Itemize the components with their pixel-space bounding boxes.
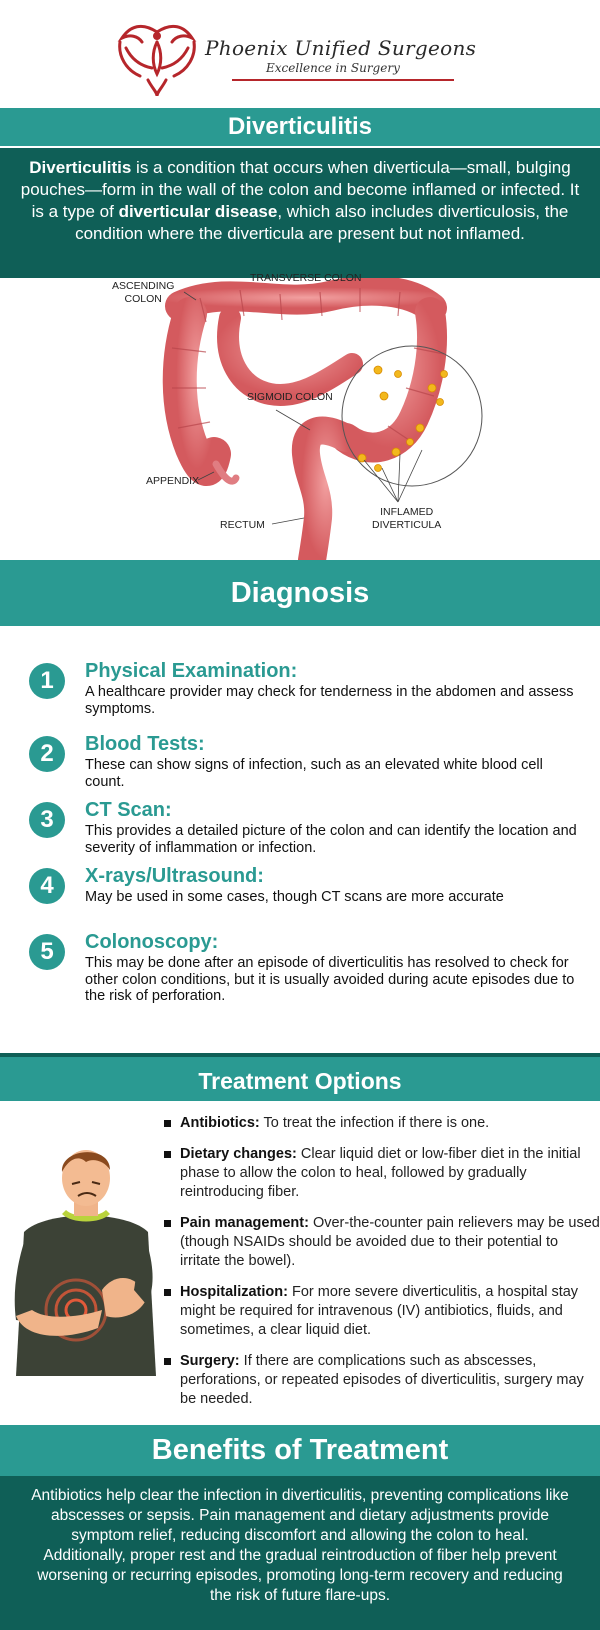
treatment-item <box>160 1145 600 1202</box>
intro-paragraph <box>0 148 600 278</box>
benefits-paragraph: Antibiotics help clear the infection in diverticulitis, preventing complications like abscesses or sepsis. Pain management and dietary adjustments provide symptom relief, reducing discomfort and allowing the colon to heal. Additionally, proper rest and the gradual reintroduction of fiber help prevent worsening or recurring episodes, promoting long-term recovery and reducing the risk of future flare-ups. <box>0 1476 600 1630</box>
treatment-text: For more severe diverticulitis, a hospital stay might be required for intravenous (IV) antibiotics, fluids, and sometimes, a clear liquid diet. <box>180 1284 579 1338</box>
treatment-text: If there are complications such as abscesses, perforations, or repeated episodes of diverticulitis, surgery may be needed. <box>180 1353 584 1407</box>
intro-text-1: is a condition that occurs when diverticula—small, bulging pouches—form in the wall of the colon and become inflamed or infected. It is a type of <box>20 158 580 221</box>
diagnosis-title: CT Scan: <box>85 799 172 821</box>
treatment-item <box>160 1283 600 1340</box>
step-number: 4 <box>29 868 65 904</box>
person-abdominal-pain-icon <box>6 1140 166 1380</box>
diagnosis-title: Blood Tests: <box>85 733 205 755</box>
label-rectum: RECTUM <box>220 519 265 531</box>
label-ascending-colon: ASCENDING COLON <box>112 280 175 305</box>
benefits-heading: Benefits of Treatment <box>0 1425 600 1476</box>
treatment-text: Over-the-counter pain relievers may be used (though NSAIDs should be avoided due to their potential to irritate the bowel). <box>180 1215 600 1269</box>
treatment-label: Hospitalization: <box>180 1284 288 1300</box>
step-number: 1 <box>29 663 65 699</box>
intro-bold-term: diverticular disease <box>118 202 278 221</box>
colon-illustration <box>0 272 600 560</box>
intro-term: Diverticulitis <box>29 158 132 177</box>
diagnosis-text: These can show signs of infection, such as an elevated white blood cell count. <box>85 757 543 790</box>
colon-anatomy-icon <box>0 278 600 560</box>
diagnosis-text: A healthcare provider may check for tenderness in the abdomen and assess symptoms. <box>85 684 574 717</box>
treatment-label: Antibiotics: <box>180 1115 260 1131</box>
step-number: 2 <box>29 736 65 772</box>
treatment-label: Pain management: <box>180 1215 309 1231</box>
treatment-item <box>160 1114 600 1133</box>
brand-underline <box>232 79 454 81</box>
treatment-heading: Treatment Options <box>0 1053 600 1101</box>
treatment-list <box>160 1114 600 1421</box>
diagnosis-text: May be used in some cases, though CT scans are more accurate <box>85 889 504 905</box>
step-number: 3 <box>29 802 65 838</box>
label-appendix: APPENDIX <box>146 475 200 487</box>
treatment-text: To treat the infection if there is one. <box>259 1115 490 1131</box>
phoenix-logo-icon <box>112 12 202 98</box>
page-title: Diverticulitis <box>0 108 600 146</box>
header <box>0 0 600 108</box>
diagnosis-title: Physical Examination: <box>85 660 298 682</box>
label-inflamed-diverticula: INFLAMED DIVERTICULA <box>372 506 442 531</box>
diagnosis-title: Colonoscopy: <box>85 931 219 953</box>
treatment-item <box>160 1352 600 1409</box>
intro-text-2: , which also includes diverticulosis, the condition where the diverticula are present but not inflamed. <box>75 202 569 243</box>
treatment-text: Clear liquid diet or low-fiber diet in the initial phase to allow the colon to heal, followed by gradually reintroducing fiber. <box>180 1146 581 1200</box>
treatment-item <box>160 1214 600 1271</box>
diagnosis-title: X-rays/Ultrasound: <box>85 865 264 887</box>
label-transverse-colon: TRANSVERSE COLON <box>250 272 362 284</box>
treatment-label: Surgery: <box>180 1353 240 1369</box>
brand-name: Phoenix Unified Surgeons <box>205 36 477 60</box>
diagnosis-heading: Diagnosis <box>0 560 600 626</box>
brand-tagline: Excellence in Surgery <box>266 61 400 75</box>
step-number: 5 <box>29 934 65 970</box>
diagnosis-text: This may be done after an episode of diverticulitis has resolved to check for other colon conditions, but it is usually avoided during acute episodes due to the risk of perforation. <box>85 955 575 1004</box>
treatment-label: Dietary changes: <box>180 1146 297 1162</box>
diagnosis-text: This provides a detailed picture of the colon and can identify the location and severity of inflammation or infection. <box>85 823 577 856</box>
label-sigmoid-colon: SIGMOID COLON <box>247 391 333 403</box>
